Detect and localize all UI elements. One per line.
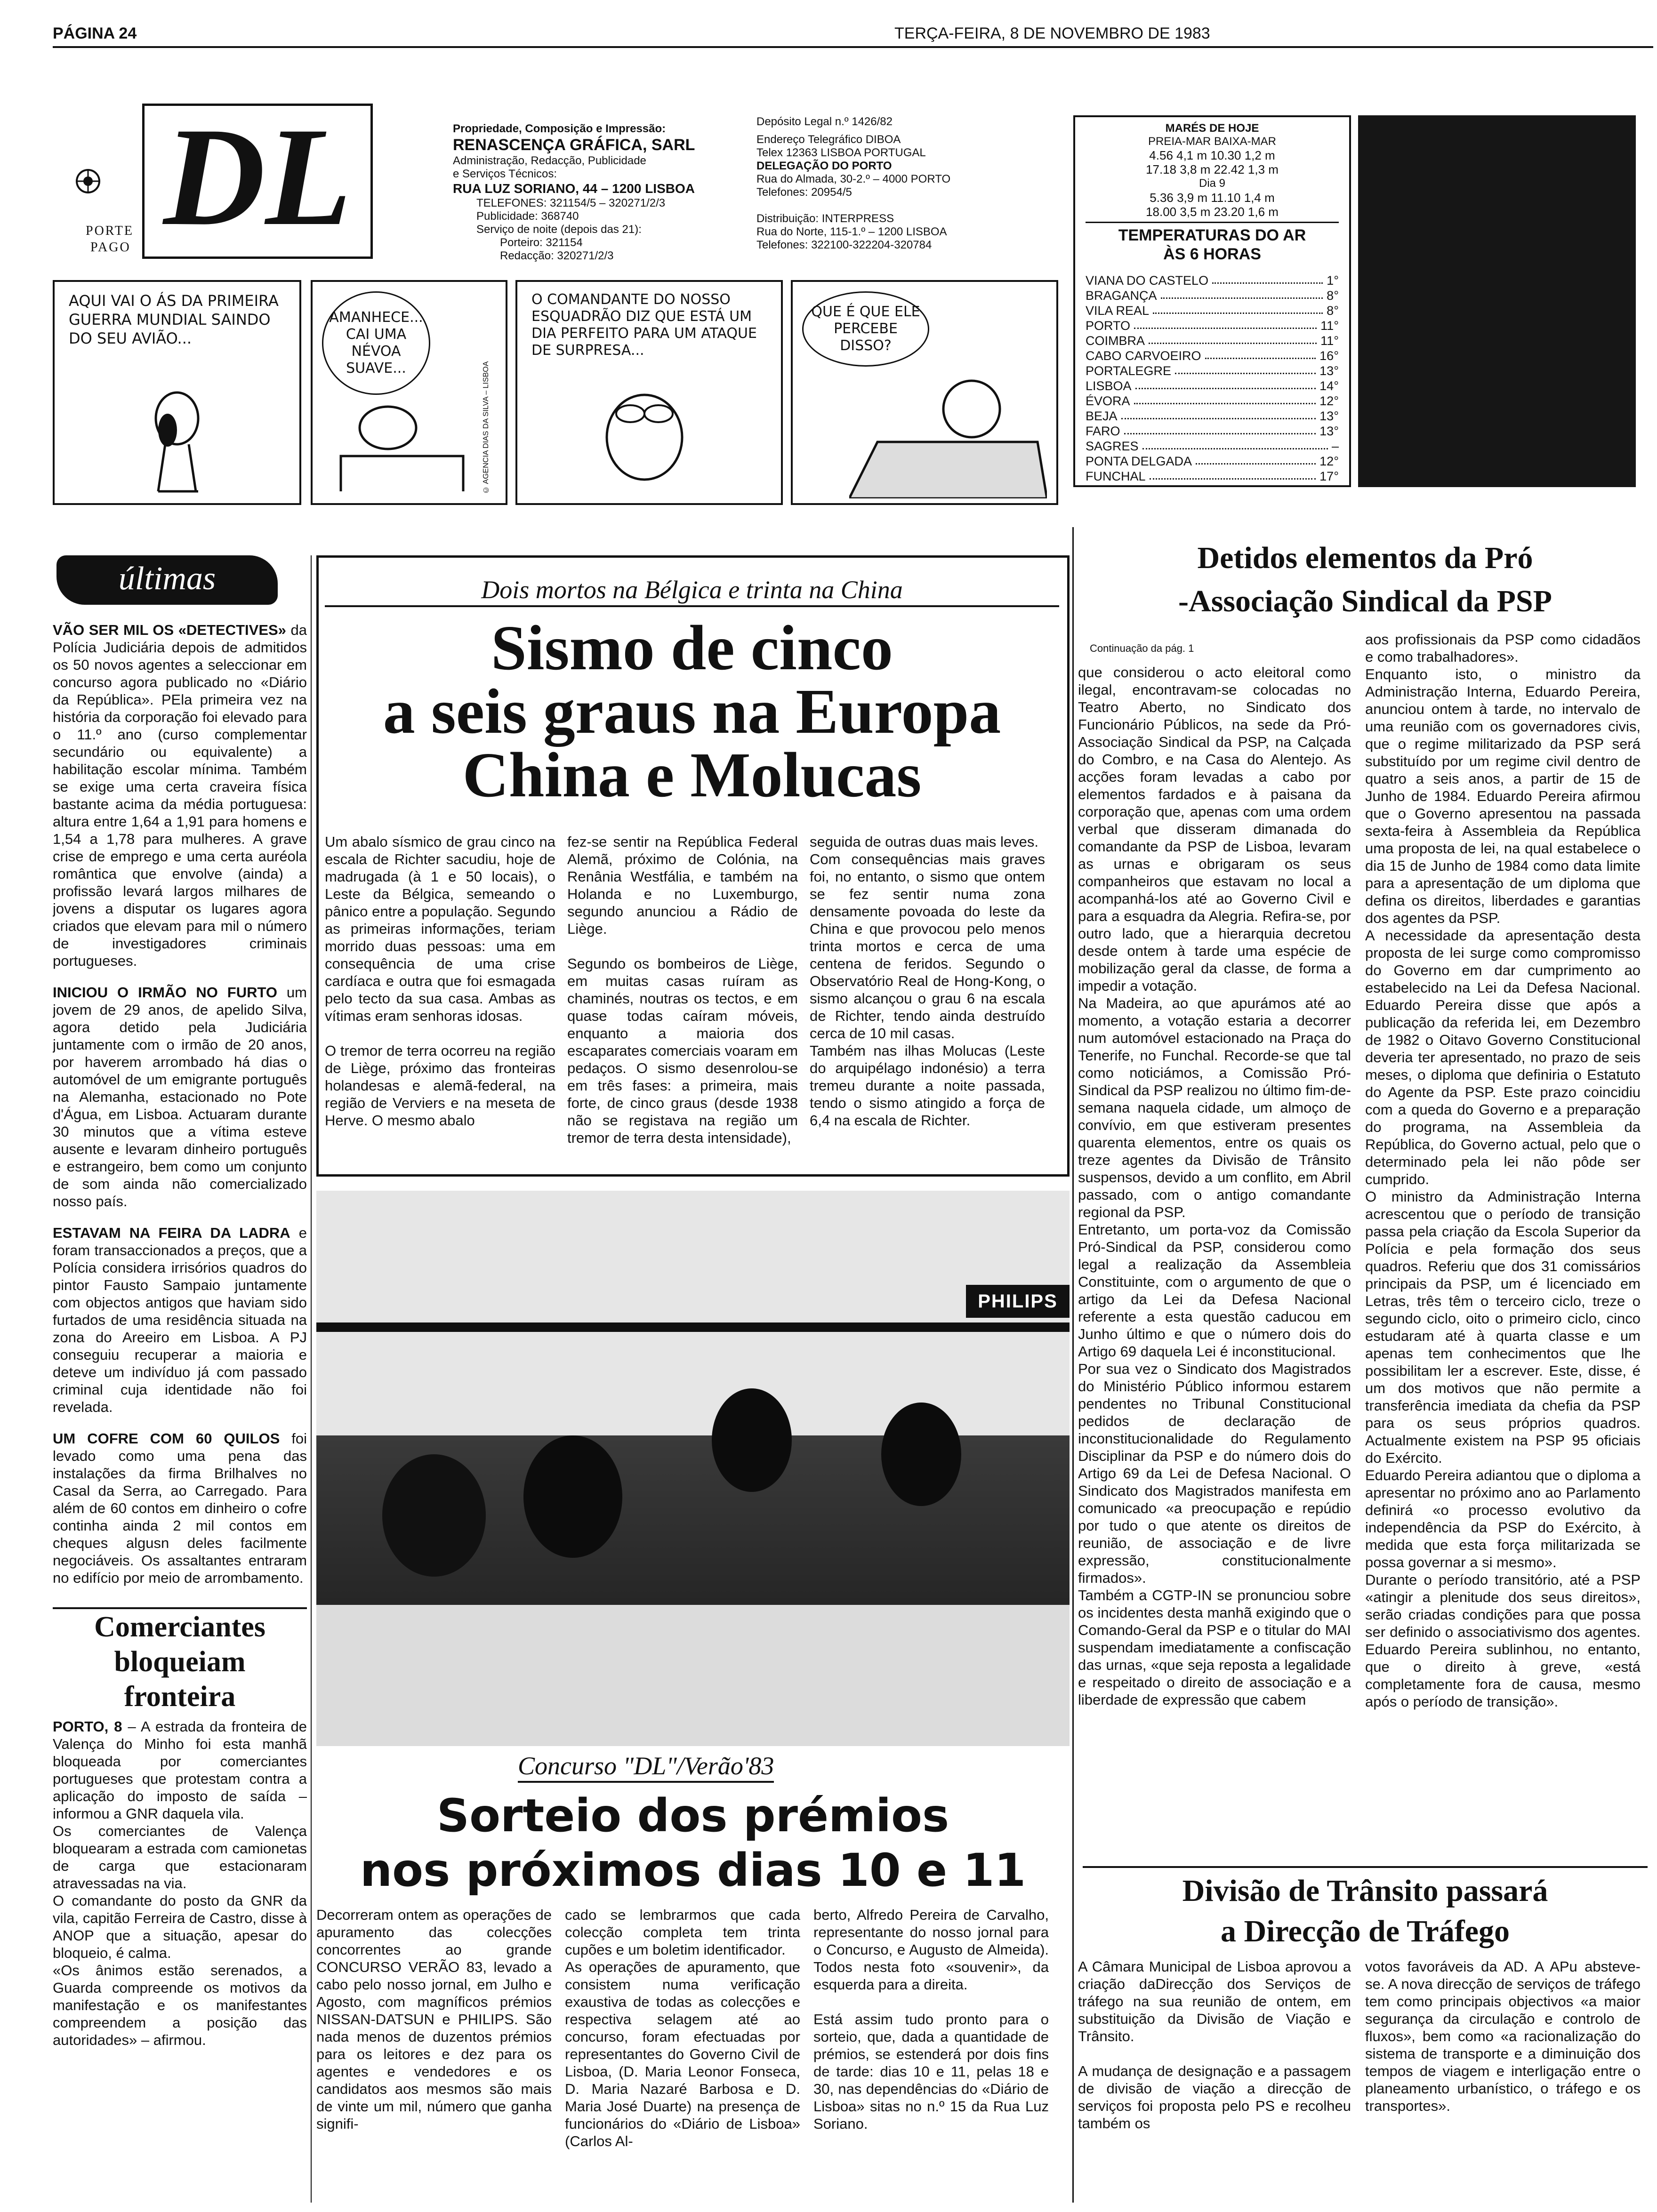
temperature-row xyxy=(1086,454,1339,469)
concurso-photo xyxy=(316,1191,1070,1746)
comic-panel-4 xyxy=(791,280,1058,505)
concurso-column-3: berto, Alfredo Pereira de Carvalho, representante do nosso jornal para o Concurso, e Augusto de Almeida). Todos nesta foto «souvenir», da esquerda para a direita. Está assim tudo pronto para o sorteio, que, dada a quantidade de prémios, se estenderá por dois fins de tarde: dias 10 e 11, pelas 18 e 30, nas dependências do «Diário de Lisboa» sitas no n.º 15 da Rua Luz Soriano. xyxy=(813,1907,1049,2132)
charlie-brown-figure xyxy=(849,357,1047,501)
transito-headline xyxy=(1078,1871,1652,1952)
transito-column-1: A Câmara Municipal de Lisboa aprovou a criação daDirecção dos Serviços de tráfego na sua reunião de ontem, em substituição da Divisão de Viação e Trânsito. A mudança de designação e a passagem de divisão de viação a direcção de serviços foi proposta pelo PS e recolheu também os xyxy=(1078,1958,1351,2132)
admin-line-1: Administração, Redacção, Publicidade xyxy=(453,154,646,167)
tide-row: 5.36 3,9 m 11.10 1,4 m xyxy=(1150,191,1275,205)
city-name: FARO xyxy=(1086,424,1120,438)
sismo-column-2: fez-se sentir na República Federal Alemã, próximo de Colónia, na Renânia Westfália, e também na Holanda e no Luxemburgo, segundo anunciou a Rádio de Liège. Segundo os bombeiros de Liège, em muitas casas ruíram as chaminés, noutras os tectos, e em quase todas caíram móveis, enquanto a maioria dos escaparates comerciais voaram em pedaços. O sismo desenrolou-se em três fases: a primeira, mais forte, de cinco graus (desde 1938 não se registava na região um tremor de terra desta intensidade), xyxy=(567,834,798,1146)
city-name: PONTA DELGADA xyxy=(1086,454,1192,468)
temperature-value: 11° xyxy=(1320,334,1339,348)
temperature-value: 13° xyxy=(1319,424,1339,438)
weather-box xyxy=(1073,115,1351,487)
temperature-value: 13° xyxy=(1319,364,1339,378)
sismo-column-3: seguida de outras duas mais leves. Com consequências mais graves foi, no entanto, o sismo que ontem se fez sentir numa zona densamente povoada do leste da China e que provocou pelo menos trinta mortos e cerca de uma centena de feridos. Segundo o Observatório Real de Hong-Kong, o sismo alcançou o grau 6 na escala de Richter, tendo ainda destruído cerca de 10 mil casas. Também nas ilhas Molucas (Leste do arquipélago indonésio) a terra tremeu durante a noite passada, tendo o sismo atingido a força de 6,4 na escala de Richter. xyxy=(810,834,1045,1129)
transito-headline-1: Divisão de Trânsito passará xyxy=(1182,1874,1548,1908)
concurso-column-2: cado se lembrarmos que cada colecção completa tem trinta cupões e um boletim identificador. As operações de apuramento, que consistem numa verificação exaustiva de todas as colecções e respectiva selagem até ao concurso, foram efectuadas por representantes do Governo Civil de Lisboa, (D. Maria Leonor Fonseca, D. Maria Nazaré Barbosa e D. Maria José Duarte) na presença de funcionários do «Diário de Lisboa» (Carlos Al- xyxy=(565,1907,800,2149)
temperature-row xyxy=(1086,288,1339,303)
transito-headline-2: a Direcção de Tráfego xyxy=(1221,1914,1510,1948)
distribution: Distribuição: INTERPRESS xyxy=(756,212,894,225)
speech-text-3: O COMANDANTE DO NOSSO ESQUADRÃO DIZ QUE ESTÁ UM DIA PERFEITO PARA UM ATAQUE DE SURPRESA... xyxy=(531,291,757,359)
ultimas-item-text: da Polícia Judiciária depois de admitidos os 50 novos agentes a seleccionar em concurso agora publicado no «Diário da República». PEla primeira vez na história da corporação foi elevado para o 11.º ano (curso complementar secundário ou equivalente) a habilitação escolar mínima. Também se exige uma certa craveira física bastante acima da média portuguesa: altura entre 1,64 a 1,91 para homens e 1,54 a 1,78 para mulheres. A grave crise de emprego e uma certa auréola romântica que envolve (ainda) a profissão levará largos milhares de jovens a disputar os lugares agora criados que elevam para mil o número de investigadores criminais portugueses. xyxy=(53,622,307,969)
telephones: TELEFONES: 321154/5 – 320271/2/3 xyxy=(476,197,666,209)
legal-block xyxy=(756,115,1020,252)
admin-line-2: e Serviços Técnicos: xyxy=(453,168,557,180)
sismo-headline-2: a seis graus na Europa xyxy=(383,676,1001,747)
ultimas-column xyxy=(53,621,307,1586)
dl-logo: DL xyxy=(163,98,352,255)
distribution-phone: Telefones: 322100-322204-320784 xyxy=(756,239,932,251)
temperature-value: 12° xyxy=(1319,454,1339,468)
legal-deposit: Depósito Legal n.º 1426/82 xyxy=(756,115,893,128)
temperature-value: 1° xyxy=(1327,273,1339,288)
temperature-row xyxy=(1086,378,1339,393)
porte-label: PORTE xyxy=(86,224,134,238)
ultimas-item-lead: UM COFRE COM 60 QUILOS xyxy=(53,1430,280,1447)
temperature-value: 8° xyxy=(1327,304,1339,318)
ownership-label: Propriedade, Composição e Impressão: xyxy=(453,122,666,135)
transito-column-2: votos favoráveis da AD. A APu absteve-se. A nova direcção de serviços de tráfego tem como principais objectivos «a maior segurança da circulação e controlo de fluxos», bem como «a racionalização do sistema de transporte e a diminuição dos tempos de viagem e interligação entre o planeamento urbanístico, o tráfego e os transportes». xyxy=(1365,1958,1641,2114)
ultimas-item xyxy=(53,621,307,970)
city-name: FUNCHAL xyxy=(1086,469,1146,483)
temperature-title: TEMPERATURAS DO AR xyxy=(1118,226,1306,244)
ultimas-item-lead: INICIOU O IRMÃO NO FURTO xyxy=(53,984,277,1001)
temperature-row xyxy=(1086,273,1339,288)
comic-panel-1 xyxy=(53,280,301,505)
temperature-row xyxy=(1086,303,1339,318)
temperature-row xyxy=(1086,409,1339,424)
tides-subtitle: PREIA-MAR BAIXA-MAR xyxy=(1148,135,1277,148)
header-rule xyxy=(53,46,1653,48)
city-name: CABO CARVOEIRO xyxy=(1086,349,1201,363)
telegraph-address: Endereço Telegráfico DIBOA xyxy=(756,133,901,146)
concurso-kicker: Concurso "DL"/Verão'83 xyxy=(518,1751,774,1783)
pago-label: PAGO xyxy=(90,240,131,255)
concurso-headline xyxy=(316,1788,1070,1898)
ultimas-item xyxy=(53,1224,307,1416)
city-name: BRAGANÇA xyxy=(1086,289,1157,303)
temperature-value: 13° xyxy=(1319,409,1339,423)
speech-text-1: AQUI VAI O ÁS DA PRIMEIRA GUERRA MUNDIAL SAINDO DO SEU AVIÃO... xyxy=(69,292,279,347)
ultimas-item xyxy=(53,984,307,1210)
address: RUA LUZ SORIANO, 44 – 1200 LISBOA xyxy=(453,181,695,196)
speech-bubble-4: QUE É QUE ELE PERCEBE DISSO? xyxy=(802,291,929,367)
comerciantes-title-2: bloqueiam xyxy=(114,1646,246,1678)
ultimas-item-text: e foram transaccionados a preços, que a Polícia considera irrisórios quadros do pintor Fausto Sampaio juntamente com objectos antigos que haviam sido furtados de uma residência situada na zona do Areeiro em Lisboa. A PJ conseguiu recuperar a maioria e deteve um indivíduo já com passado criminal cuja identidade não foi revelada. xyxy=(53,1225,307,1415)
city-name: VIANA DO CASTELO xyxy=(1086,273,1209,288)
temperature-row xyxy=(1086,393,1339,409)
porto-address: Rua do Almada, 30-2.º – 4000 PORTO xyxy=(756,173,951,185)
concurso-headline-1: Sorteio dos prémios xyxy=(436,1789,949,1842)
sismo-column-1: Um abalo sísmico de grau cinco na escala de Richter sacudiu, hoje de madrugada (à 1 e 50 locais), o Leste da Bélgica, semeando o pânico entre a população. Segundo as primeiras informações, teriam morrido duas pessoas: uma em consequência de uma crise cardíaca e outra que foi esmagada pelo tecto da sua casa. Ambas as vítimas eram senhoras idosas. O tremor de terra ocorreu na região de Liège, próximo das fronteiras holandesas e alemã-federal, na região de Verviers e na meseta de Herve. O mesmo abalo xyxy=(325,834,555,1129)
temperature-value: 14° xyxy=(1319,379,1339,393)
tides-title: MARÉS DE HOJE xyxy=(1165,122,1259,135)
temperature-row xyxy=(1086,318,1339,333)
speech-bubble-2: AMANHECE... CAI UMA NÉVOA SUAVE... xyxy=(322,291,430,395)
comerciantes-title-1: Comerciantes xyxy=(94,1611,265,1643)
temperature-row xyxy=(1086,363,1339,378)
temperature-row xyxy=(1086,469,1339,484)
company-name: RENASCENÇA GRÁFICA, SARL xyxy=(453,136,695,154)
temperature-value: 16° xyxy=(1319,349,1339,363)
night-service: Serviço de noite (depois das 21): xyxy=(476,223,642,236)
tide-row: 17.18 3,8 m 22.42 1,3 m xyxy=(1146,162,1279,176)
city-name: PORTALEGRE xyxy=(1086,364,1172,378)
comerciantes-body xyxy=(53,1718,307,2198)
temperature-row xyxy=(1086,348,1339,363)
city-name: ÉVORA xyxy=(1086,394,1130,408)
ultimas-item-lead: VÃO SER MIL OS «DETECTIVES» xyxy=(53,622,286,638)
temperature-value: 8° xyxy=(1327,289,1339,303)
tide-row: 4.56 4,1 m 10.30 1,2 m xyxy=(1149,148,1275,162)
page-date: TERÇA-FEIRA, 8 DE NOVEMBRO DE 1983 xyxy=(894,24,1210,42)
comic-panel-2 xyxy=(311,280,507,505)
tide-day: Dia 9 xyxy=(1199,177,1226,190)
masthead xyxy=(53,52,1060,268)
ultimas-item-text: um jovem de 29 anos, de apelido Silva, agora detido pela Judiciária juntamente com o irmão de 20 anos, por haverem arrombado há dias o automóvel de um emigrante português na Alemanha, estacionado no Pote d'Água, em Lisboa. Actuaram durante 30 minutos que a vítima esteve ausente e levaram dinheiro português e estrangeiro, bem como um conjunto de som ainda não comercializado nosso país. xyxy=(53,984,307,1210)
city-name: VILA REAL xyxy=(1086,304,1150,318)
psp-continuation: Continuação da pág. 1 xyxy=(1090,642,1194,654)
temperature-subtitle: ÀS 6 HORAS xyxy=(1163,245,1261,263)
city-name: COIMBRA xyxy=(1086,334,1145,348)
ultimas-badge: últimas xyxy=(56,555,278,605)
psp-column-2: aos profissionais da PSP como cidadãos e como trabalhadores». Enquanto isto, o ministro da Administração Interna, Eduardo Pereira, anunciou ontem à tarde, no intervalo de uma reunião com os governadores civis, que o regime militarizado da PSP será substituído por um regime civil dentro de quatro a seis anos, a partir de 15 de Junho de 1984. Eduardo Pereira afirmou que o Governo apresentou na passada sexta-feira à Assembleia da República uma proposta de lei, na qual estabelece o dia 15 de Junho de 1984 como data limite para a apresentação de um diploma que defina os direitos, liberdades e garantias dos agentes da PSP. A necessidade da apresentação desta proposta de lei surge como compromisso do Governo em dar cumprimento ao estabelecido na Lei da Defesa Nacional. Eduardo Pereira disse que após a publicação da referida lei, em Dezembro de 1982 o Oitavo Governo Constitucional deveria ter apresentado, no prazo de seis meses, o diploma que definiria o Estatuto do Agente da PSP. Este prazo coincidiu com a queda do Governo e a preparação do programa, na Assembleia da República, do Governo actual, pelo que o determinado pela lei não pôde ser cumprido. O ministro da Administração Interna acrescentou que o período de transição passa pela criação da Escola Superior da Polícia e pela formação dos seus quadros. Referiu que dos 31 comissários principais da PSP, um é licenciado em Letras, três têm o terceiro ciclo, treze o segundo ciclo, oito o primeiro ciclo, cinco estudaram até à quarta classe e um apenas tem conhecimentos que lhe possibilitam ler a escrever. Este, disse, é um dos motivos que não permite a transferência imediata da chefia da PSP para os seus próprios quadros. Actualmente existem na PSP 95 oficiais do Exército. Eduardo Pereira adiantou que o diploma a apresentar no próximo ano ao Parlamento definirá «o processo evolutivo da independência da PSP do Exército, à medida que esta força militarizada se possa governar a si mesmo». Durante o período transitório, até a PSP «atingir a plenitude dos seus direitos», serão criadas condições para que possa ser definido o associativismo dos agentes. Eduardo Pereira sublinhou, no entanto, que o direito à greve, «está completamente fora de causa, mesmo após o período de transição». xyxy=(1365,631,1641,1710)
temperature-value: 11° xyxy=(1320,319,1339,333)
temperature-value: 17° xyxy=(1319,469,1339,483)
telex: Telex 12363 LISBOA PORTUGAL xyxy=(756,146,926,159)
ultimas-item-text: foi levado como uma pena das instalações da firma Brilhalves no Casal da Serra, ao Carregado. Para além de 60 contos em dinheiro o cofre continha ainda 2 mil contos em cheques algusn deles facilmente negociáveis. Os assaltantes entraram no edifício por meio de arrombamento. xyxy=(53,1430,307,1586)
city-name: SAGRES xyxy=(1086,439,1139,453)
sismo-headline xyxy=(325,613,1059,810)
crest-icon xyxy=(74,167,102,195)
temperature-value: 12° xyxy=(1319,394,1339,408)
newsroom-phone: Redacção: 320271/2/3 xyxy=(500,249,614,262)
ultimas-item xyxy=(53,1430,307,1586)
concurso-column-1: Decorreram ontem as operações de apuramento das colecções concorrentes ao grande CONCURSO VERÃO 83, levado a cabo pelo nosso jornal, em Julho e Agosto, com magníficos prémios NISSAN-DATSUN e PHILIPS. São nada menos de duzentos prémios para os leitores e dez para os agentes e vendedores e os candidatos aos mesmos são mais de vinte um mil, número que ganha signifi- xyxy=(316,1907,552,2132)
snoopy-figure xyxy=(139,385,215,496)
comerciantes-title-3: fronteira xyxy=(124,1681,236,1713)
ultimas-item-lead: ESTAVAM NA FEIRA DA LADRA xyxy=(53,1225,290,1241)
comerciantes-dateline: PORTO, 8 xyxy=(53,1718,122,1735)
snoopy-doghouse xyxy=(331,400,473,496)
porter-phone: Porteiro: 321154 xyxy=(500,236,583,249)
tide-row: 18.00 3,5 m 23.20 1,6 m xyxy=(1146,205,1279,219)
city-name: PORTO xyxy=(1086,319,1131,333)
comerciantes-title xyxy=(53,1610,307,1714)
temperature-row xyxy=(1086,424,1339,439)
sismo-kicker: Dois mortos na Bélgica e trinta na China xyxy=(325,574,1059,607)
psp-headline-1: Detidos elementos da Pró xyxy=(1197,541,1533,575)
concurso-headline-2: nos próximos dias 10 e 11 xyxy=(360,1844,1026,1897)
temperature-value: – xyxy=(1331,439,1339,453)
comic-credit: © AGENCIA DIAS DA SILVA – LISBOA xyxy=(482,361,490,494)
city-name: BEJA xyxy=(1086,409,1118,423)
publisher-block xyxy=(453,122,773,263)
temperature-row xyxy=(1086,439,1339,454)
sismo-headline-3: China e Molucas xyxy=(462,740,922,810)
comerciantes-text: – A estrada da fronteira de Valença do Minho foi esta manhã bloqueada por comerciantes portugueses que protestam contra a aplicação do imposto de saída – informou a GNR daquela vila. Os comerciantes de Valença bloquearam a estrada com camionetas de carga que estacionaram atravessadas na via. O comandante do posto da GNR da vila, capitão Ferreira de Castro, disse à ANOP que a situação, apesar do bloqueio, é calma. «Os ânimos estão serenados, a Guarda compreende os motivos da manifestação e os manifestantes compreendem a posição das autoridades» – afirmou. xyxy=(53,1718,307,2048)
porto-phone: Telefones: 20954/5 xyxy=(756,186,852,199)
philips-sign: PHILIPS xyxy=(966,1285,1070,1318)
psp-column-1: que considerou o acto eleitoral como ilegal, encontravam-se colocadas no Teatro Aberto, no Sindicato dos Funcionário Públicos, na sede da Pró-Associação Sindical da PSP, na Calçada do Combro, e na Casa do Alentejo. As acções foram levadas a cabo por elementos fardados e à paisana da corporação que, apenas com uma ordem verbal que disseram dimanada do comandante da PSP de Lisboa, levaram as urnas e obrigaram os seus companheiros que estavam no local a acompanhá-los até ao Governo Civil e para a esquadra da Alegria. Refira-se, por outro lado, que a hierarquia decretou desde ontem à tarde uma espécie de mobilização geral da classe, de forma a impedir a votação. Na Madeira, ao que apurámos até ao momento, a votação estaria a decorrer num automóvel estacionado na Praça do Tenerife, no Funchal. Recorde-se que tal como noticiámos, a Comissão Pró-Sindical da PSP realizou no último fim-de-semana naquela cidade, um almoço de convívio, em que estiveram presentes quarenta elementos, entre os quais os treze agentes da Divisão de Trânsito suspensos, devido a um conflito, em Abril passado, com o antigo comandante regional da PSP. Entretanto, um porta-voz da Comissão Pró-Sindical da PSP, considerou como legal a realização da Assembleia Constituinte, com o argumento de que o artigo da Lei da Defesa Nacional referente a esta questão caducou em Junho último e que o número dois do Artigo 69 daquela Lei é inconstitucional. Por sua vez o Sindicato dos Magistrados do Ministério Público informou estarem pendentes no Tribunal Constitucional pedidos de declaração de inconstitucionalidade do Regulamento Disciplinar da PSP e do número dois do Artigo 69 da Lei de Defesa Nacional. O Sindicato dos Magistrados manifesta em comunicado «a preocupação e repúdio por tudo o que atente os direitos de reunião, de associação e de livre expressão, constitucionalmente firmados». Também a CGTP-IN se pronunciou sobre os incidentes desta manhã exigindo que o Comando-Geral da PSP e o titular do MAI suspendam imediatamente a confiscação das urnas, «que seja reposta a legalidade e respeitado o direito de associação e a liberdade de expressão que cabem xyxy=(1078,664,1351,1708)
weather-map xyxy=(1358,115,1636,487)
page-number: PÁGINA 24 xyxy=(53,24,137,42)
temperature-list xyxy=(1086,273,1339,484)
sismo-headline-1: Sismo de cinco xyxy=(491,613,893,683)
city-name: LISBOA xyxy=(1086,379,1132,393)
publicity-phone: Publicidade: 368740 xyxy=(476,210,579,223)
psp-headline xyxy=(1078,537,1652,623)
psp-headline-2: -Associação Sindical da PSP xyxy=(1178,584,1552,618)
distribution-address: Rua do Norte, 115-1.º – 1200 LISBOA xyxy=(756,225,947,238)
snoopy-aviator xyxy=(574,385,715,501)
porto-office: DELEGAÇÃO DO PORTO xyxy=(756,160,892,172)
comic-panel-3 xyxy=(515,280,783,505)
temperature-row xyxy=(1086,333,1339,348)
